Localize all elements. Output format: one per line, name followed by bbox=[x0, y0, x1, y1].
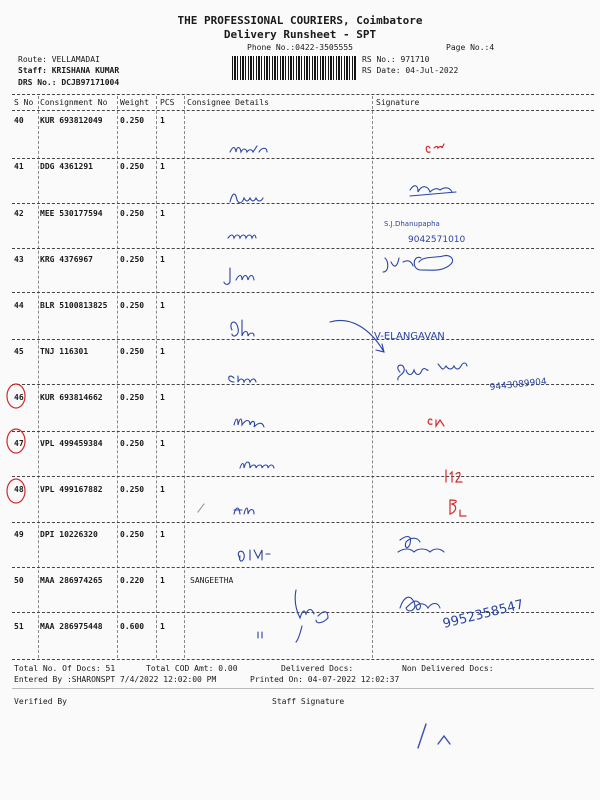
footer-rule bbox=[12, 688, 594, 689]
row-weight: 0.250 bbox=[120, 255, 145, 264]
row-sno: 47 bbox=[14, 439, 24, 448]
row-pcs: 1 bbox=[160, 301, 165, 310]
col-weight: Weight bbox=[120, 98, 149, 107]
table-row bbox=[0, 301, 600, 347]
row-sno: 50 bbox=[14, 576, 24, 585]
row-consignment: MAA 286975448 bbox=[40, 622, 103, 631]
row-sno: 41 bbox=[14, 162, 24, 171]
row-rule bbox=[12, 339, 594, 340]
row-pcs: 1 bbox=[160, 209, 165, 218]
row-pcs: 1 bbox=[160, 116, 165, 125]
row-rule bbox=[12, 522, 594, 523]
row-pcs: 1 bbox=[160, 393, 165, 402]
row-consignment: TNJ 116301 bbox=[40, 347, 89, 356]
total-cod: Total COD Amt: 0.00 bbox=[146, 664, 238, 673]
row-pcs: 1 bbox=[160, 622, 165, 631]
row-sno: 49 bbox=[14, 530, 24, 539]
row-weight: 0.250 bbox=[120, 485, 145, 494]
verified-by: Verified By bbox=[14, 697, 67, 706]
table-row bbox=[0, 393, 600, 439]
rs-number: RS No.: 971710 bbox=[362, 55, 430, 64]
table-row bbox=[0, 116, 600, 162]
row-pcs: 1 bbox=[160, 347, 165, 356]
row-weight: 0.250 bbox=[120, 347, 145, 356]
printed-on: Printed On: 04-07-2022 12:02:37 bbox=[250, 675, 400, 684]
drs-number: DRS No.: DCJB97171004 bbox=[18, 78, 120, 87]
row-consignment: VPL 499459384 bbox=[40, 439, 103, 448]
document-title: Delivery Runsheet - SPT bbox=[223, 28, 377, 41]
row-rule bbox=[12, 612, 594, 613]
delivered-docs: Delivered Docs: bbox=[281, 664, 354, 673]
col-consignment: Consignment No bbox=[40, 98, 108, 107]
row-pcs: 1 bbox=[160, 576, 165, 585]
row-rule bbox=[12, 431, 594, 432]
entered-by: Entered By :SHARONSPT 7/4/2022 12:02:00 PM bbox=[14, 675, 217, 684]
row-weight: 0.600 bbox=[120, 622, 145, 631]
row-consignment: DPI 10226320 bbox=[40, 530, 98, 539]
page-number: Page No.:4 bbox=[446, 43, 495, 52]
table-row bbox=[0, 530, 600, 576]
company-name: THE PROFESSIONAL COURIERS, Coimbatore bbox=[177, 14, 423, 27]
row-rule bbox=[12, 292, 594, 293]
row-consignee: SANGEETHA bbox=[190, 576, 234, 585]
row-pcs: 1 bbox=[160, 439, 165, 448]
col-sno: S No bbox=[14, 98, 34, 107]
row-weight: 0.220 bbox=[120, 576, 145, 585]
handwritten-phone: 9042571010 bbox=[408, 235, 466, 245]
row-weight: 0.250 bbox=[120, 301, 145, 310]
row-sno: 43 bbox=[14, 255, 24, 264]
row-consignment: KRG 4376967 bbox=[40, 255, 93, 264]
table-row bbox=[0, 439, 600, 485]
row-weight: 0.250 bbox=[120, 209, 145, 218]
row-rule bbox=[12, 248, 594, 249]
row-consignment: KUR 693812049 bbox=[40, 116, 103, 125]
table-top-rule bbox=[12, 94, 594, 95]
table-row bbox=[0, 485, 600, 531]
handwritten-name-text: S.J.Dhanupapha bbox=[384, 220, 440, 228]
row-pcs: 1 bbox=[160, 255, 165, 264]
row-sno: 42 bbox=[14, 209, 24, 218]
handwritten-phone: 9443089904 bbox=[489, 377, 548, 393]
row-weight: 0.250 bbox=[120, 116, 145, 125]
row-pcs: 1 bbox=[160, 162, 165, 171]
row-pcs: 1 bbox=[160, 485, 165, 494]
col-consignee: Consignee Details bbox=[187, 98, 269, 107]
row-sno: 46 bbox=[14, 393, 24, 402]
row-rule bbox=[12, 567, 594, 568]
row-consignment: MAA 286974265 bbox=[40, 576, 103, 585]
barcode bbox=[232, 56, 356, 80]
rs-date: RS Date: 04-Jul-2022 bbox=[362, 66, 459, 75]
row-weight: 0.250 bbox=[120, 393, 145, 402]
col-signature: Signature bbox=[376, 98, 420, 107]
row-sno: 48 bbox=[14, 485, 24, 494]
table-row bbox=[0, 162, 600, 208]
header-bottom-rule bbox=[12, 110, 594, 111]
table-row bbox=[0, 576, 600, 622]
row-consignment: VPL 499167882 bbox=[40, 485, 103, 494]
table-row bbox=[0, 347, 600, 393]
row-rule bbox=[12, 158, 594, 159]
row-consignment: KUR 693814662 bbox=[40, 393, 103, 402]
route: Route: VELLAMADAI bbox=[18, 55, 100, 64]
row-sno: 44 bbox=[14, 301, 24, 310]
table-bottom-rule bbox=[12, 659, 594, 660]
row-sno: 51 bbox=[14, 622, 24, 631]
handwritten-name-text: V-ELANGAVAN bbox=[374, 331, 445, 342]
table-row bbox=[0, 255, 600, 301]
row-weight: 0.250 bbox=[120, 530, 145, 539]
row-sno: 40 bbox=[14, 116, 24, 125]
row-consignment: DDG 4361291 bbox=[40, 162, 93, 171]
staff-name: Staff: KRISHANA KUMAR bbox=[18, 66, 120, 75]
phone-number: Phone No.:0422-3505555 bbox=[247, 43, 353, 52]
table-row bbox=[0, 622, 600, 668]
total-docs: Total No. Of Docs: 51 bbox=[14, 664, 116, 673]
staff-signature-label: Staff Signature bbox=[272, 697, 345, 706]
row-weight: 0.250 bbox=[120, 162, 145, 171]
non-delivered-docs: Non Delivered Docs: bbox=[402, 664, 494, 673]
row-rule bbox=[12, 384, 594, 385]
row-pcs: 1 bbox=[160, 530, 165, 539]
row-rule bbox=[12, 203, 594, 204]
row-sno: 45 bbox=[14, 347, 24, 356]
row-consignment: MEE 530177594 bbox=[40, 209, 103, 218]
handwritten-phone: 9952358547 bbox=[441, 597, 526, 632]
row-rule bbox=[12, 476, 594, 477]
col-pcs: PCS bbox=[160, 98, 175, 107]
row-weight: 0.250 bbox=[120, 439, 145, 448]
row-consignment: BLR 5100813825 bbox=[40, 301, 108, 310]
